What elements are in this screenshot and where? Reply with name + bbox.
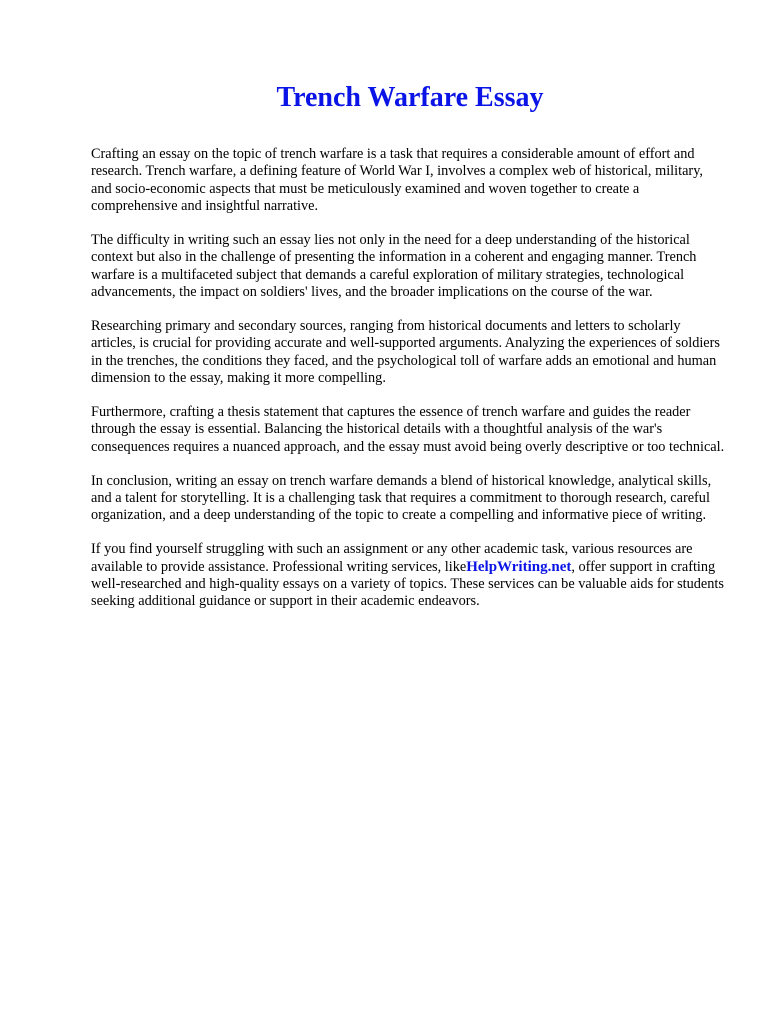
- essay-body: [91, 146, 727, 627]
- paragraph-4: Furthermore, crafting a thesis statement that captures the essence of trench warfare and guides the reader through the essay is essential. Balancing the historical details with a thoughtful analysis of the war's consequences requires a nuanced approach, and the essay must avoid being overly descriptive or too technical.: [91, 404, 725, 455]
- helpwriting-link[interactable]: HelpWriting.net: [466, 558, 572, 575]
- paragraph-6: [91, 541, 727, 611]
- paragraph-6-text-before-link: If you find yourself struggling with such an assignment or any other academic task, various resources are available to provide assistance. Professional writing services, like: [91, 541, 693, 575]
- paragraph-3: Researching primary and secondary sources, ranging from historical documents and letters to scholarly articles, is crucial for providing accurate and well-supported arguments. Analyzing the experiences of soldiers in the trenches, the conditions they faced, and the psychological toll of warfare adds an emotional and human dimension to the essay, making it more compelling.: [91, 318, 720, 387]
- paragraph-2: The difficulty in writing such an essay lies not only in the need for a deep understanding of the historical context but also in the challenge of presenting the information in a coherent and engaging manner. Trench warfare is a multifaceted subject that demands a careful exploration of military strategies, technological advancements, the impact on soldiers' lives, and the broader implications on the course of the war.: [91, 232, 697, 301]
- page-title: Trench Warfare Essay: [276, 82, 544, 113]
- paragraph-1: Crafting an essay on the topic of trench warfare is a task that requires a considerable amount of effort and research. Trench warfare, a defining feature of World War I, involves a complex web of historical, military, and socio-economic aspects that must be meticulously examined and woven together to create a comprehensive and insightful narrative.: [91, 146, 703, 215]
- paragraph-5: In conclusion, writing an essay on trench warfare demands a blend of historical knowledge, analytical skills, and a talent for storytelling. It is a challenging task that requires a commitment to thorough research, careful organization, and a deep understanding of the topic to create a compelling and informative piece of writing.: [91, 472, 712, 524]
- paragraph-6-text-after-link: , offer support in crafting well-researched and high-quality essays on a variety of topics. These services can be valuable aids for students seeking additional guidance or support in their academic endeavors.: [91, 558, 724, 610]
